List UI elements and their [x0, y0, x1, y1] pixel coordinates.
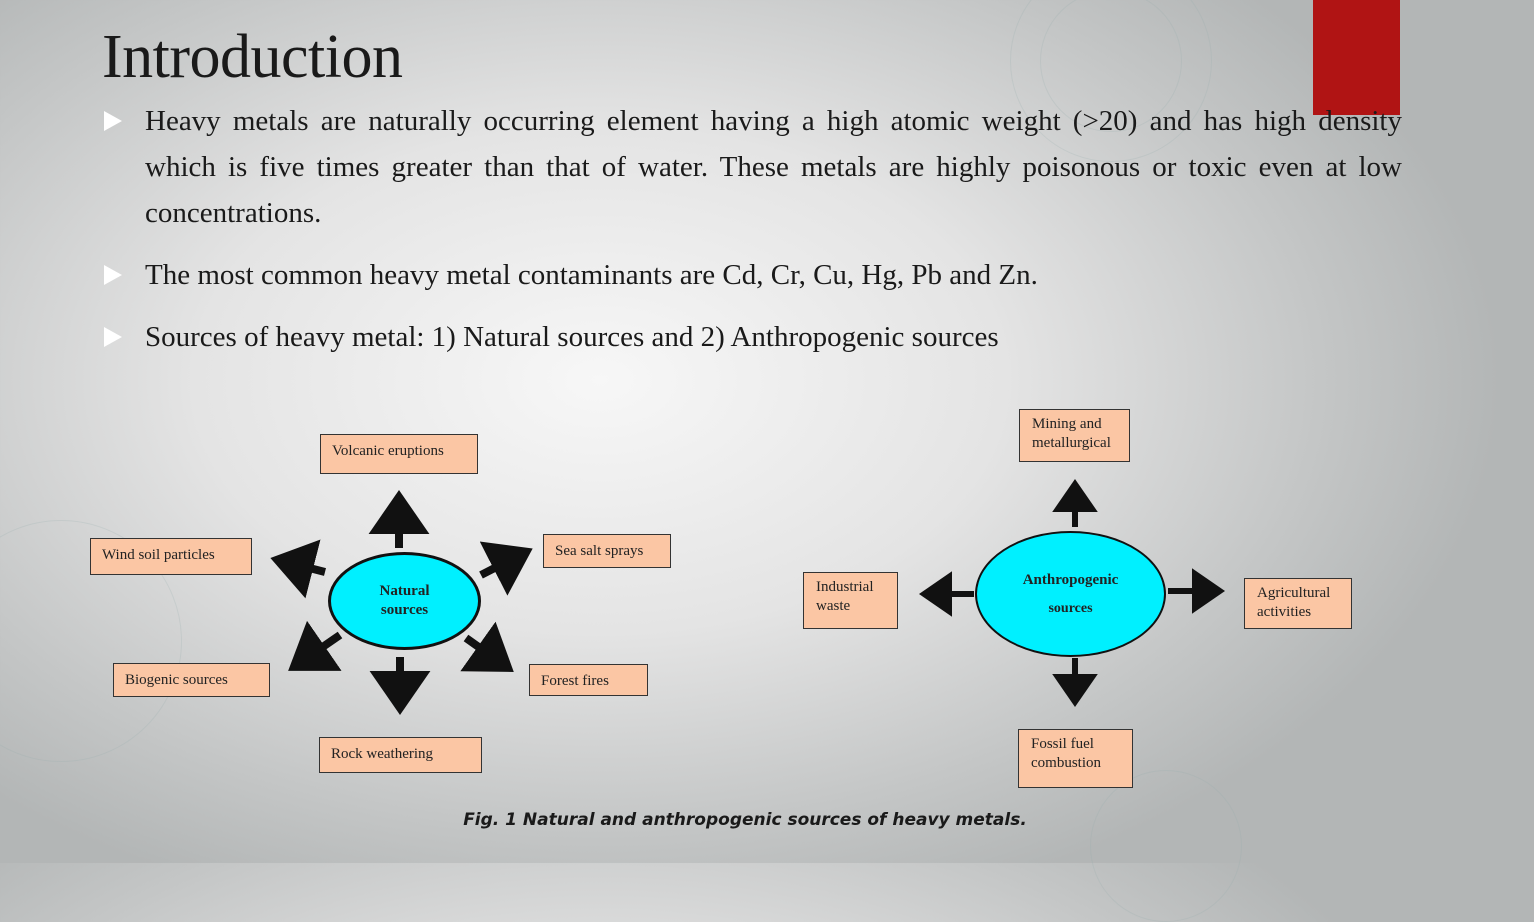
fossil-fuel-combustion-box [1018, 729, 1133, 788]
node-label: Natural [379, 583, 430, 599]
box-line: Fossil fuel [1031, 736, 1094, 752]
agricultural-activities-box [1244, 578, 1352, 629]
sea-salt-sprays-box: Sea salt sprays [543, 534, 671, 568]
arrow-to-sea-salt [481, 554, 522, 575]
industrial-waste-box [803, 572, 898, 629]
arrow-to-biogenic [298, 635, 340, 664]
box-line: Agricultural [1257, 585, 1331, 601]
box-line: Industrial [816, 579, 874, 595]
node-label: sources [1048, 600, 1093, 616]
node-label: Anthropogenic [1022, 571, 1119, 588]
slide-title: Introduction [102, 23, 403, 91]
rock-weathering-box: Rock weathering [319, 737, 482, 773]
bullet-text: The most common heavy metal contaminants are Cd, Cr, Cu, Hg, Pb and Zn. [145, 259, 1038, 291]
volcanic-eruptions-box: Volcanic eruptions [320, 434, 478, 474]
biogenic-sources-box: Biogenic sources [113, 663, 270, 697]
natural-sources-node [328, 552, 481, 650]
arrow-to-wind-soil [282, 561, 325, 572]
node-label: sources [380, 602, 429, 618]
anthropogenic-sources-node [975, 531, 1166, 657]
forest-fires-box: Forest fires [529, 664, 648, 696]
box-line: activities [1257, 604, 1312, 620]
box-line: Mining and [1032, 416, 1102, 432]
wind-soil-particles-box: Wind soil particles [90, 538, 252, 575]
bullet-text: Sources of heavy metal: 1) Natural sources and 2) Anthropogenic sources [145, 321, 999, 353]
mining-metallurgical-box [1019, 409, 1130, 462]
box-line: combustion [1031, 755, 1101, 771]
arrow-to-forest-fires [466, 638, 504, 665]
figure-caption: Fig. 1 Natural and anthropogenic sources of heavy metals. [463, 810, 1027, 830]
box-line: waste [816, 598, 851, 614]
bullet-text: Heavy metals are naturally occurring element having a high atomic weight (>20) and has high density which is five times greater than that of water. These metals are highly poisonous or toxic even at low concentrations. [145, 105, 1402, 229]
box-line: metallurgical [1032, 435, 1111, 451]
